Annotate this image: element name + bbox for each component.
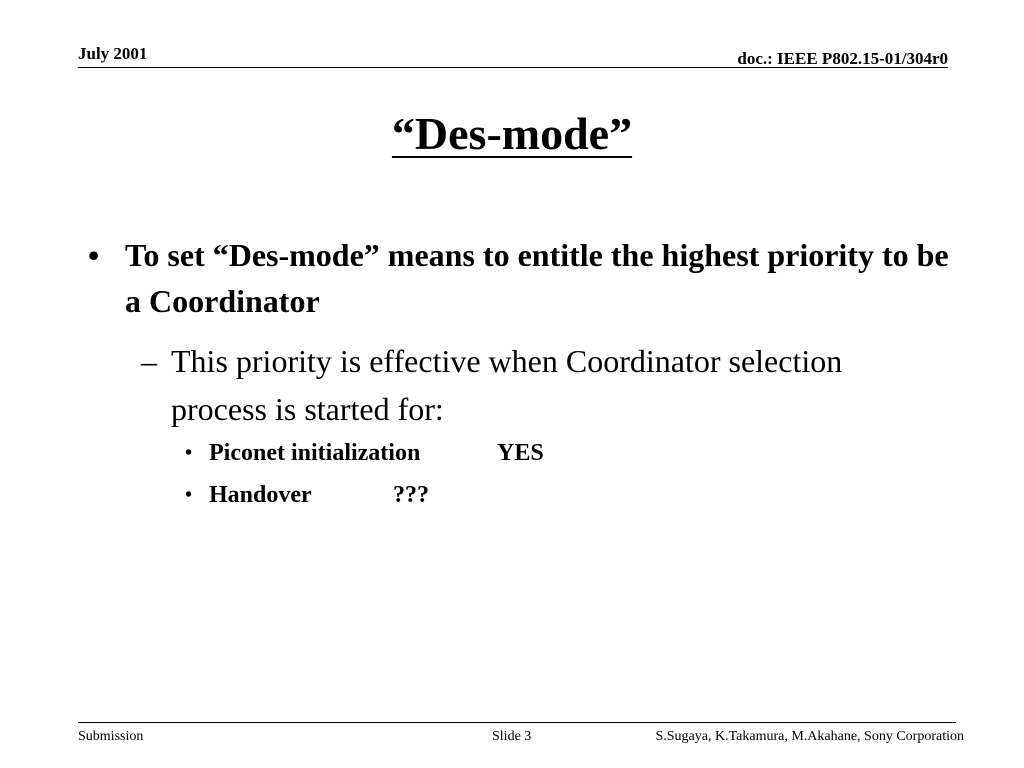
main-bullet-text: To set “Des-mode” means to entitle the highest priority to be a Coordinator xyxy=(125,237,949,319)
sub-bullet-text: This priority is effective when Coordinator selection process is started for: xyxy=(171,343,843,427)
footer-submission: Submission xyxy=(78,729,144,744)
list-item-marker: • xyxy=(185,442,193,464)
main-bullet-marker: • xyxy=(88,237,100,273)
list-item-value: YES xyxy=(497,440,544,466)
footer-slide-number: Slide 3 xyxy=(492,729,532,744)
header-date: July 2001 xyxy=(78,44,148,63)
list-item-label: Piconet initialization xyxy=(209,440,421,466)
list-item-marker: • xyxy=(185,484,193,506)
footer-rule xyxy=(78,722,956,723)
footer-authors: S.Sugaya, K.Takamura, M.Akahane, Sony Corporation xyxy=(655,729,964,744)
list-item-value: ??? xyxy=(393,482,429,508)
slide-title: “Des-mode” xyxy=(391,108,633,159)
sub-bullet-marker: – xyxy=(141,343,157,379)
header-doc-id: doc.: IEEE P802.15-01/304r0 xyxy=(737,49,948,68)
list-item-label: Handover xyxy=(209,482,312,508)
